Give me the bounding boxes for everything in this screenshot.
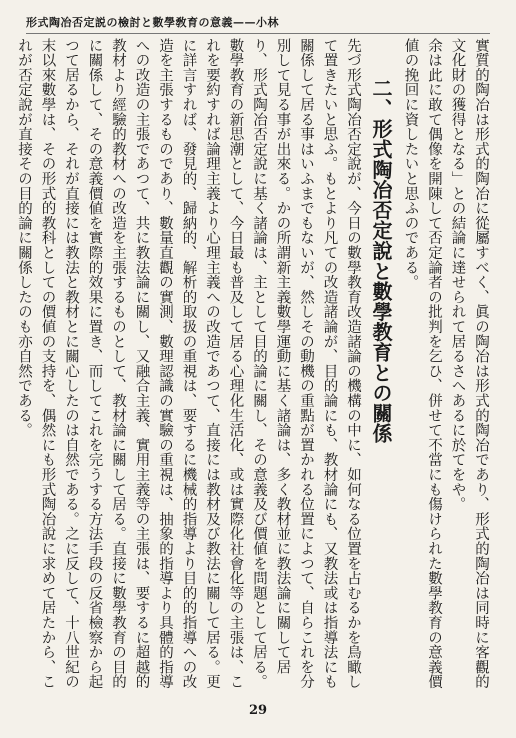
- section-heading: 二、形式陶冶否定說と數學教育との關係: [369, 78, 393, 444]
- body-text: [16, 38, 492, 692]
- running-header: 形式陶冶否定説の檢討と數學敎育の意義——小林: [26, 14, 490, 34]
- paragraph-4: 數學教育の新思潮として、今日最も普及して居る心理化生活化、或は實際化社會化等の主張は、これを要約すれば論理主義より心理主義への改造であつて、直接には教材及び教法に關して居る。更に詳言すれば、發見的、歸納的、解析的取扱の重視は、要するに機械的指導より目的的指導への改造を主張するものであり、數量直觀の實測、數理認識の實驗の重視は、抽象的指導より具體的指導への改造の主張であつて、共に教法論に關し、又融合主義、實用主義等の主張は、要するに超越的教材より經驗的教材への改造を主張するものとして、教材論に關して居る。直接に數學教育の目的に關係して、その意義價値を實際的效果に置き、而してこれを完うする方法手段の反省檢察から起つて居るから、それが直接には教法と教材とに關心したのは自然である。之に反して、十八世紀の末以來數學は、その形式的教科としての價値の支持を、偶然にも形式陶冶說に求めて居たから、これが否定說が直接その目的論に關係したのも亦自然である。: [16, 38, 244, 690]
- paragraph-1: 實質的陶冶は形式的陶冶に從屬すべく、眞の陶冶は形式的陶冶であり、形式的陶冶は同時に客觀的文化財の獲得となる」との結論に達せられて居るさへあるに於てをや。: [449, 38, 489, 690]
- paragraph-2: 余は此に敢て偶像を開陳して否定論者の批判を乞ひ、併せて不當にも傷けられた數學教育の意義價値の挽回に資したいと思ふのである。: [402, 38, 442, 690]
- page-number: 29: [248, 703, 268, 718]
- paragraph-3: 先づ形式陶冶否定說が、今日の數學教育改造諸論の機構の中に、如何なる位置を占むるかを鳥瞰して置きたいと思ふ。もとより凡ての改造諸論が、目的論にも、教材論にも、又教法或は指導法にも關係して居る事はいふまでもないが、然しその動機の重點が置かれる位置によつて、自らこれを分別して見る事が出來る。かの所謂新主義數學運動に基く諸論は、多く教材並に教法論に關して居り、形式陶冶否定說に基く諸論は、主として目的論に關し、その意義及び價値を問題として居る。: [251, 38, 361, 690]
